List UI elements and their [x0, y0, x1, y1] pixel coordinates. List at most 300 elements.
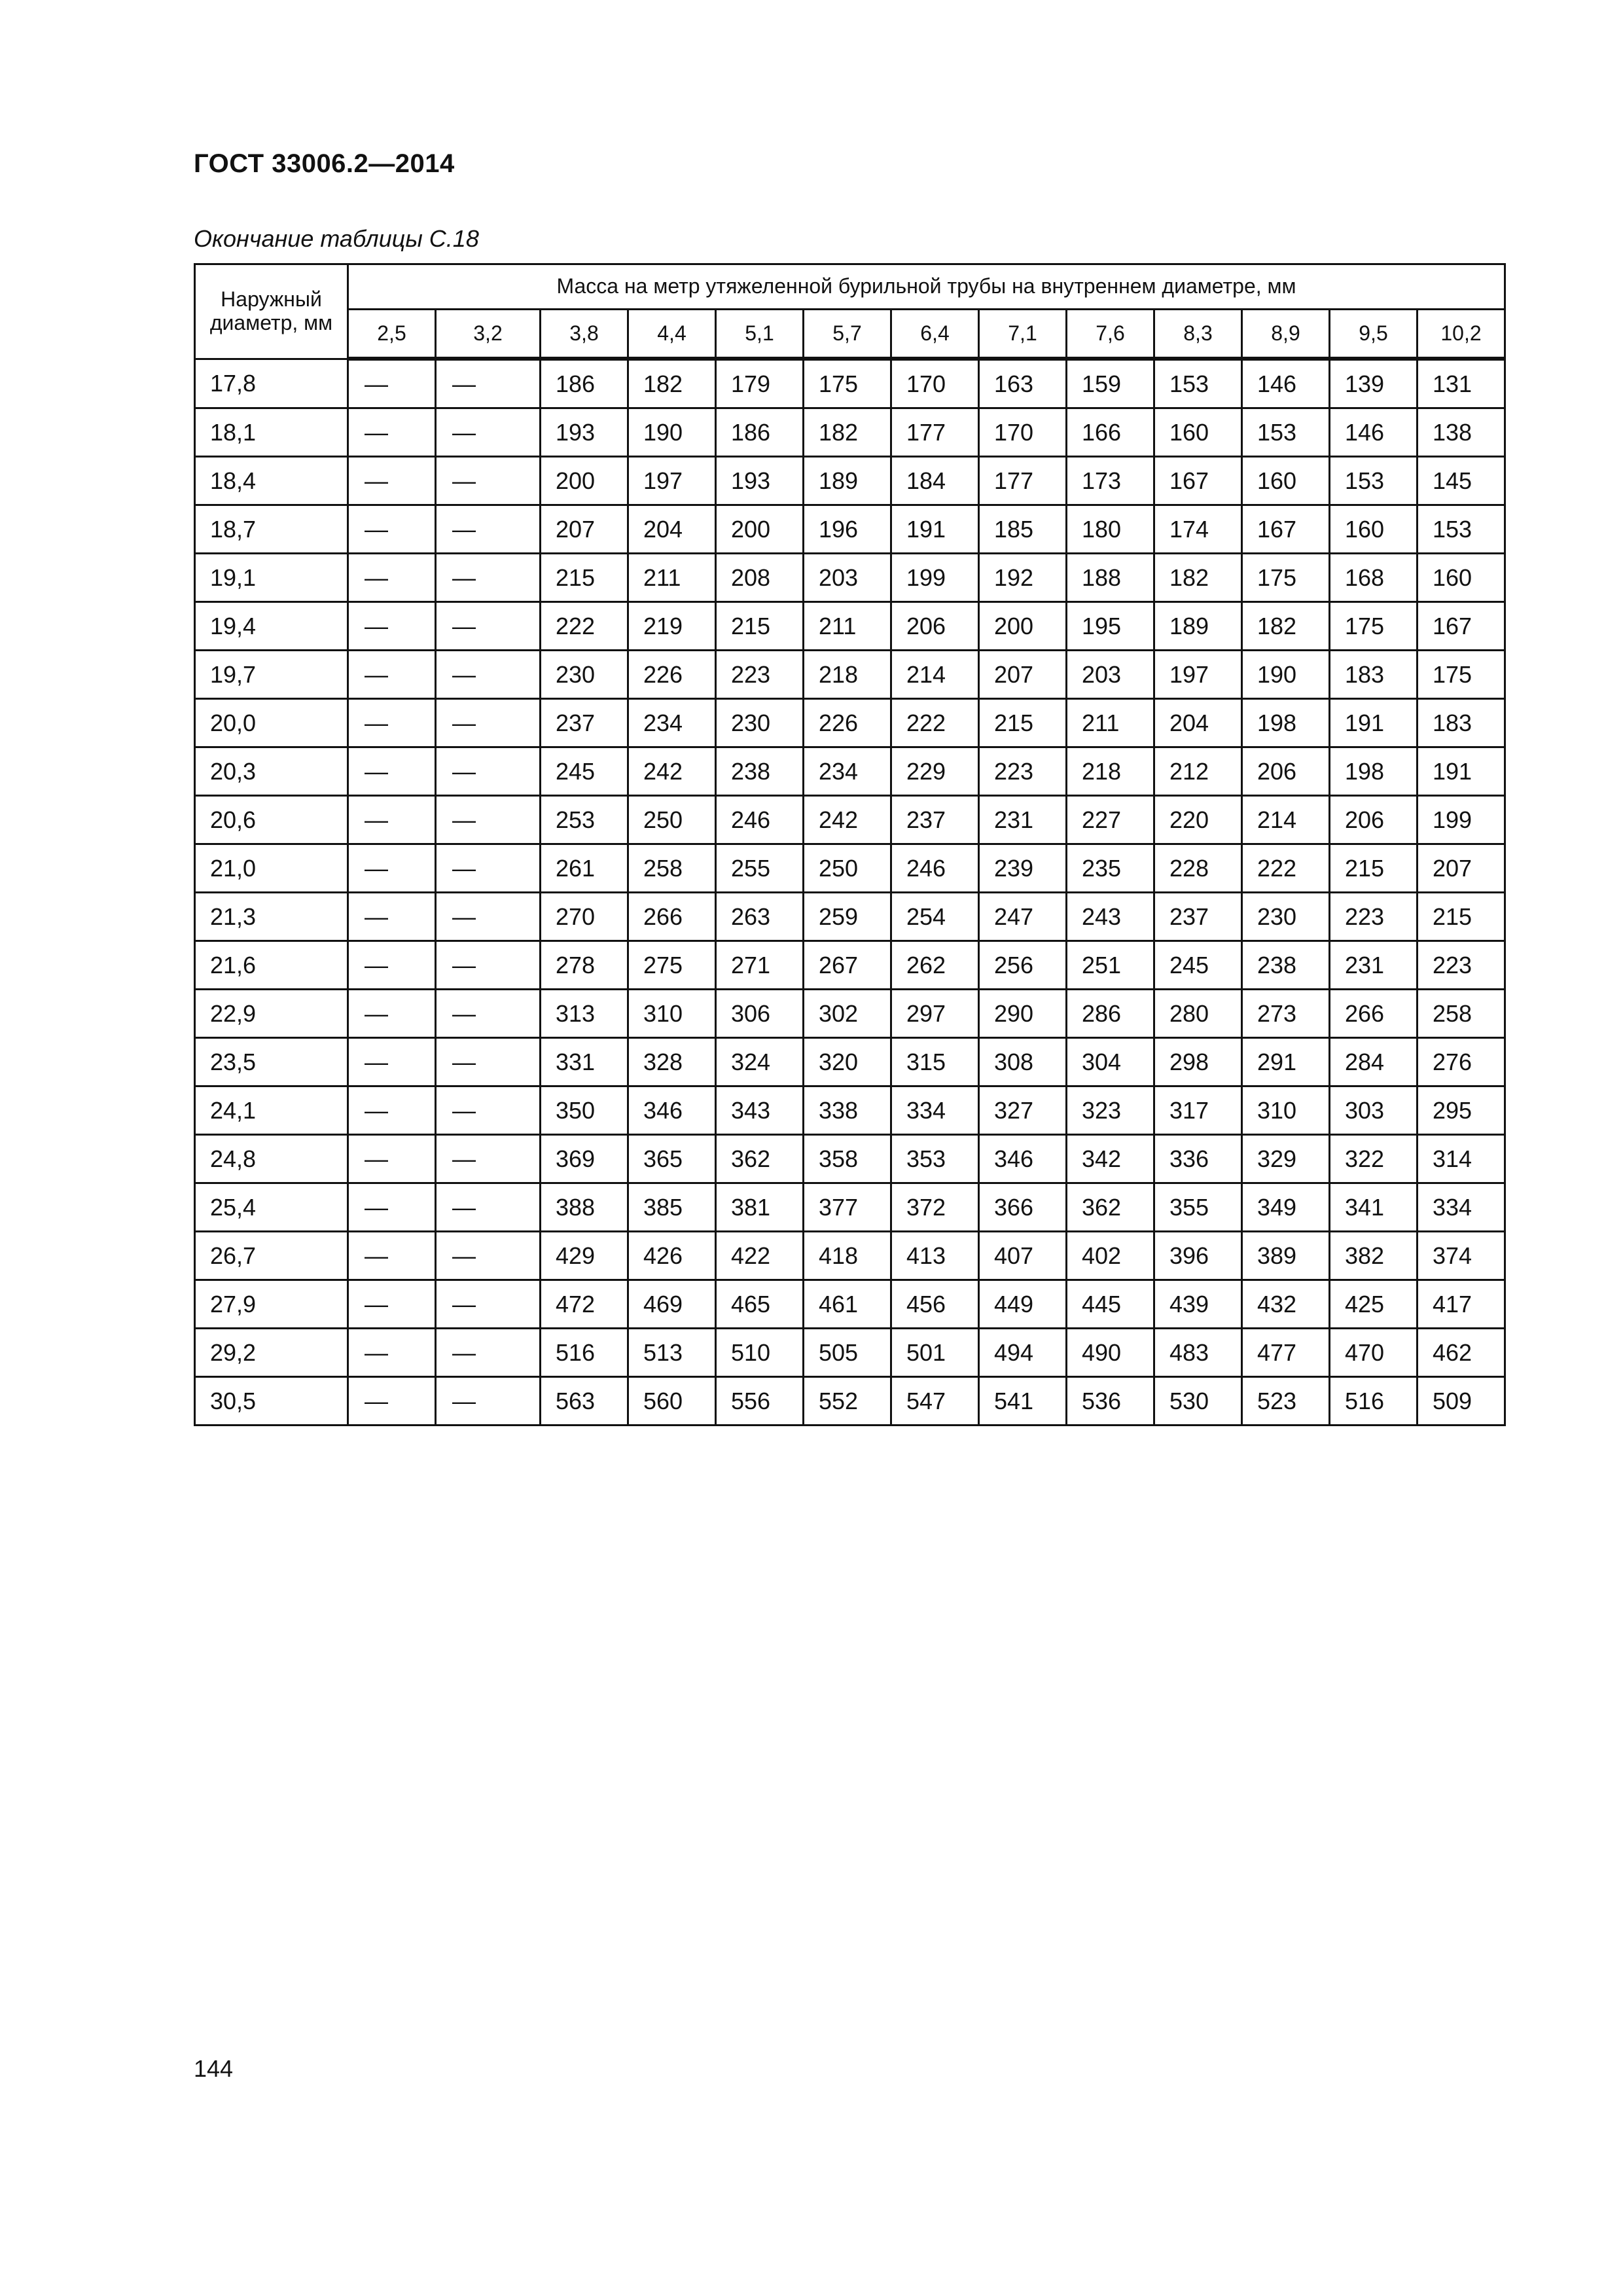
- mass-value-cell: —: [348, 747, 436, 796]
- mass-value-cell: 179: [716, 359, 804, 408]
- mass-value-cell: 328: [628, 1038, 716, 1086]
- mass-value-cell: 262: [891, 941, 979, 990]
- outer-diameter-cell: 17,8: [195, 359, 348, 408]
- mass-value-cell: —: [348, 651, 436, 699]
- mass-value-cell: 231: [1330, 941, 1418, 990]
- mass-value-cell: 304: [1067, 1038, 1154, 1086]
- mass-value-cell: —: [436, 747, 541, 796]
- mass-value-cell: 253: [541, 796, 628, 844]
- mass-value-cell: 196: [804, 505, 891, 554]
- mass-value-cell: 175: [1418, 651, 1505, 699]
- outer-diameter-cell: 21,6: [195, 941, 348, 990]
- table-row: [195, 941, 1505, 990]
- mass-value-cell: 342: [1067, 1135, 1154, 1183]
- mass-value-cell: 247: [979, 893, 1067, 941]
- mass-value-cell: 266: [628, 893, 716, 941]
- inner-diameter-header-row: [195, 310, 1505, 359]
- mass-value-cell: 226: [804, 699, 891, 747]
- mass-value-cell: 310: [628, 990, 716, 1038]
- mass-value-cell: 218: [1067, 747, 1154, 796]
- mass-value-cell: 168: [1330, 554, 1418, 602]
- mass-value-cell: 223: [716, 651, 804, 699]
- mass-value-cell: 199: [891, 554, 979, 602]
- mass-value-cell: 146: [1330, 408, 1418, 457]
- mass-value-cell: 211: [804, 602, 891, 651]
- mass-value-cell: 317: [1154, 1086, 1242, 1135]
- mass-value-cell: 353: [891, 1135, 979, 1183]
- mass-value-cell: 191: [1418, 747, 1505, 796]
- mass-value-cell: 212: [1154, 747, 1242, 796]
- table-row: [195, 554, 1505, 602]
- mass-value-cell: 170: [979, 408, 1067, 457]
- mass-value-cell: 214: [1242, 796, 1330, 844]
- mass-value-cell: 228: [1154, 844, 1242, 893]
- mass-value-cell: 552: [804, 1377, 891, 1426]
- mass-value-cell: 258: [628, 844, 716, 893]
- mass-value-cell: 239: [979, 844, 1067, 893]
- mass-value-cell: 320: [804, 1038, 891, 1086]
- mass-value-cell: —: [348, 359, 436, 408]
- mass-value-cell: 242: [804, 796, 891, 844]
- mass-value-cell: 192: [979, 554, 1067, 602]
- inner-diameter-header: 3,8: [541, 310, 628, 359]
- mass-value-cell: 175: [1242, 554, 1330, 602]
- mass-value-cell: 470: [1330, 1329, 1418, 1377]
- table-row: [195, 1377, 1505, 1426]
- mass-value-cell: 254: [891, 893, 979, 941]
- mass-value-cell: —: [348, 602, 436, 651]
- mass-value-cell: 207: [1418, 844, 1505, 893]
- mass-value-cell: 336: [1154, 1135, 1242, 1183]
- mass-value-cell: 469: [628, 1280, 716, 1329]
- inner-diameter-header: 2,5: [348, 310, 436, 359]
- mass-value-cell: —: [436, 796, 541, 844]
- mass-value-cell: 374: [1418, 1232, 1505, 1280]
- outer-diameter-cell: 26,7: [195, 1232, 348, 1280]
- mass-value-cell: 246: [891, 844, 979, 893]
- mass-value-cell: 501: [891, 1329, 979, 1377]
- mass-value-cell: —: [436, 505, 541, 554]
- mass-value-cell: 243: [1067, 893, 1154, 941]
- mass-value-cell: 284: [1330, 1038, 1418, 1086]
- mass-value-cell: —: [348, 457, 436, 505]
- document-standard-header: ГОСТ 33006.2—2014: [194, 149, 455, 178]
- mass-value-cell: 334: [1418, 1183, 1505, 1232]
- mass-value-cell: 207: [979, 651, 1067, 699]
- inner-diameter-header: 7,1: [979, 310, 1067, 359]
- mass-value-cell: 237: [891, 796, 979, 844]
- mass-value-cell: 298: [1154, 1038, 1242, 1086]
- mass-value-cell: 153: [1330, 457, 1418, 505]
- table-row: [195, 1038, 1505, 1086]
- mass-value-cell: 271: [716, 941, 804, 990]
- mass-value-cell: 160: [1418, 554, 1505, 602]
- inner-diameter-header: 5,1: [716, 310, 804, 359]
- mass-value-cell: 237: [1154, 893, 1242, 941]
- mass-value-cell: 131: [1418, 359, 1505, 408]
- mass-value-cell: 341: [1330, 1183, 1418, 1232]
- mass-value-cell: —: [436, 1232, 541, 1280]
- mass-value-cell: 259: [804, 893, 891, 941]
- mass-value-cell: 138: [1418, 408, 1505, 457]
- mass-value-cell: 425: [1330, 1280, 1418, 1329]
- mass-value-cell: 245: [541, 747, 628, 796]
- mass-value-cell: 234: [804, 747, 891, 796]
- mass-value-cell: 369: [541, 1135, 628, 1183]
- mass-value-cell: 510: [716, 1329, 804, 1377]
- mass-value-cell: 295: [1418, 1086, 1505, 1135]
- inner-diameter-header: 8,3: [1154, 310, 1242, 359]
- mass-value-cell: —: [436, 408, 541, 457]
- mass-value-cell: 234: [628, 699, 716, 747]
- mass-value-cell: 230: [1242, 893, 1330, 941]
- mass-value-cell: 308: [979, 1038, 1067, 1086]
- mass-value-cell: 204: [1154, 699, 1242, 747]
- mass-value-cell: 362: [1067, 1183, 1154, 1232]
- mass-value-cell: 472: [541, 1280, 628, 1329]
- mass-value-cell: 365: [628, 1135, 716, 1183]
- mass-value-cell: 290: [979, 990, 1067, 1038]
- outer-diameter-cell: 18,7: [195, 505, 348, 554]
- mass-value-cell: 139: [1330, 359, 1418, 408]
- outer-diameter-cell: 29,2: [195, 1329, 348, 1377]
- table-row: [195, 457, 1505, 505]
- mass-value-cell: 214: [891, 651, 979, 699]
- mass-value-cell: 229: [891, 747, 979, 796]
- mass-table: [194, 263, 1506, 1426]
- mass-value-cell: 366: [979, 1183, 1067, 1232]
- mass-value-cell: —: [348, 941, 436, 990]
- mass-value-cell: —: [436, 1135, 541, 1183]
- mass-value-cell: 303: [1330, 1086, 1418, 1135]
- mass-value-cell: —: [348, 990, 436, 1038]
- mass-value-cell: —: [436, 1086, 541, 1135]
- table-row: [195, 796, 1505, 844]
- mass-value-cell: 266: [1330, 990, 1418, 1038]
- mass-value-cell: 362: [716, 1135, 804, 1183]
- mass-value-cell: 407: [979, 1232, 1067, 1280]
- mass-value-cell: 388: [541, 1183, 628, 1232]
- mass-value-cell: 163: [979, 359, 1067, 408]
- mass-value-cell: 324: [716, 1038, 804, 1086]
- outer-diameter-cell: 24,1: [195, 1086, 348, 1135]
- mass-value-cell: 322: [1330, 1135, 1418, 1183]
- mass-value-cell: 200: [979, 602, 1067, 651]
- mass-value-cell: 182: [1154, 554, 1242, 602]
- mass-value-cell: 242: [628, 747, 716, 796]
- mass-value-cell: 207: [541, 505, 628, 554]
- mass-value-cell: 429: [541, 1232, 628, 1280]
- mass-value-cell: 190: [1242, 651, 1330, 699]
- mass-value-cell: 343: [716, 1086, 804, 1135]
- table-row: [195, 1183, 1505, 1232]
- mass-value-cell: 413: [891, 1232, 979, 1280]
- mass-value-cell: 235: [1067, 844, 1154, 893]
- mass-group-header: Масса на метр утяжеленной бурильной трубы на внутреннем диаметре, мм: [348, 264, 1505, 310]
- mass-value-cell: 198: [1330, 747, 1418, 796]
- table-row: [195, 359, 1505, 408]
- mass-value-cell: 270: [541, 893, 628, 941]
- mass-value-cell: 159: [1067, 359, 1154, 408]
- mass-value-cell: 389: [1242, 1232, 1330, 1280]
- mass-value-cell: 180: [1067, 505, 1154, 554]
- mass-value-cell: —: [348, 796, 436, 844]
- mass-value-cell: 245: [1154, 941, 1242, 990]
- mass-value-cell: 183: [1418, 699, 1505, 747]
- mass-value-cell: 346: [628, 1086, 716, 1135]
- table-row: [195, 1135, 1505, 1183]
- mass-value-cell: 302: [804, 990, 891, 1038]
- mass-value-cell: 505: [804, 1329, 891, 1377]
- mass-value-cell: 193: [716, 457, 804, 505]
- outer-diameter-cell: 27,9: [195, 1280, 348, 1329]
- mass-value-cell: 215: [1418, 893, 1505, 941]
- mass-value-cell: 190: [628, 408, 716, 457]
- mass-value-cell: 490: [1067, 1329, 1154, 1377]
- mass-value-cell: 334: [891, 1086, 979, 1135]
- mass-value-cell: 263: [716, 893, 804, 941]
- mass-value-cell: 331: [541, 1038, 628, 1086]
- mass-value-cell: 439: [1154, 1280, 1242, 1329]
- mass-value-cell: 547: [891, 1377, 979, 1426]
- table-row: [195, 408, 1505, 457]
- mass-value-cell: 206: [1330, 796, 1418, 844]
- mass-value-cell: 256: [979, 941, 1067, 990]
- mass-value-cell: 381: [716, 1183, 804, 1232]
- mass-value-cell: 483: [1154, 1329, 1242, 1377]
- mass-value-cell: 315: [891, 1038, 979, 1086]
- mass-value-cell: 349: [1242, 1183, 1330, 1232]
- inner-diameter-header: 10,2: [1418, 310, 1505, 359]
- table-row: [195, 602, 1505, 651]
- mass-value-cell: 211: [1067, 699, 1154, 747]
- table-row: [195, 1280, 1505, 1329]
- mass-value-cell: 153: [1154, 359, 1242, 408]
- table-row: [195, 1232, 1505, 1280]
- mass-value-cell: 183: [1330, 651, 1418, 699]
- mass-value-cell: 203: [804, 554, 891, 602]
- mass-value-cell: 160: [1330, 505, 1418, 554]
- mass-value-cell: 536: [1067, 1377, 1154, 1426]
- table-row: [195, 1329, 1505, 1377]
- mass-value-cell: 204: [628, 505, 716, 554]
- mass-value-cell: 167: [1418, 602, 1505, 651]
- mass-value-cell: 513: [628, 1329, 716, 1377]
- mass-value-cell: 160: [1242, 457, 1330, 505]
- mass-value-cell: 449: [979, 1280, 1067, 1329]
- mass-value-cell: 456: [891, 1280, 979, 1329]
- outer-diameter-cell: 25,4: [195, 1183, 348, 1232]
- mass-value-cell: 251: [1067, 941, 1154, 990]
- mass-value-cell: —: [348, 1377, 436, 1426]
- mass-value-cell: 346: [979, 1135, 1067, 1183]
- mass-value-cell: 185: [979, 505, 1067, 554]
- outer-diameter-cell: 20,6: [195, 796, 348, 844]
- page-number: 144: [194, 2055, 234, 2082]
- mass-value-cell: —: [348, 1086, 436, 1135]
- mass-value-cell: 426: [628, 1232, 716, 1280]
- mass-value-cell: —: [436, 893, 541, 941]
- mass-value-cell: 250: [628, 796, 716, 844]
- mass-value-cell: —: [436, 359, 541, 408]
- mass-value-cell: 563: [541, 1377, 628, 1426]
- outer-diameter-cell: 24,8: [195, 1135, 348, 1183]
- mass-value-cell: 310: [1242, 1086, 1330, 1135]
- mass-value-cell: 167: [1154, 457, 1242, 505]
- mass-value-cell: 329: [1242, 1135, 1330, 1183]
- mass-value-cell: 197: [628, 457, 716, 505]
- inner-diameter-header: 7,6: [1067, 310, 1154, 359]
- mass-value-cell: 258: [1418, 990, 1505, 1038]
- mass-value-cell: —: [348, 1183, 436, 1232]
- mass-value-cell: 385: [628, 1183, 716, 1232]
- mass-value-cell: 175: [1330, 602, 1418, 651]
- mass-value-cell: —: [348, 844, 436, 893]
- mass-value-cell: 238: [1242, 941, 1330, 990]
- mass-value-cell: —: [348, 554, 436, 602]
- mass-value-cell: 313: [541, 990, 628, 1038]
- mass-value-cell: 146: [1242, 359, 1330, 408]
- mass-value-cell: —: [436, 457, 541, 505]
- mass-value-cell: 246: [716, 796, 804, 844]
- table-row: [195, 1086, 1505, 1135]
- mass-value-cell: 350: [541, 1086, 628, 1135]
- mass-value-cell: 291: [1242, 1038, 1330, 1086]
- mass-value-cell: 355: [1154, 1183, 1242, 1232]
- mass-value-cell: 222: [541, 602, 628, 651]
- mass-value-cell: 197: [1154, 651, 1242, 699]
- mass-value-cell: 189: [804, 457, 891, 505]
- mass-value-cell: —: [348, 408, 436, 457]
- mass-value-cell: 174: [1154, 505, 1242, 554]
- table-row: [195, 505, 1505, 554]
- outer-diameter-cell: 21,3: [195, 893, 348, 941]
- table-caption: Окончание таблицы С.18: [194, 225, 479, 252]
- table-row: [195, 844, 1505, 893]
- mass-value-cell: 465: [716, 1280, 804, 1329]
- mass-value-cell: 238: [716, 747, 804, 796]
- mass-value-cell: 273: [1242, 990, 1330, 1038]
- mass-value-cell: 211: [628, 554, 716, 602]
- mass-value-cell: 191: [1330, 699, 1418, 747]
- mass-value-cell: 182: [804, 408, 891, 457]
- mass-value-cell: 509: [1418, 1377, 1505, 1426]
- mass-value-cell: 177: [891, 408, 979, 457]
- mass-value-cell: 560: [628, 1377, 716, 1426]
- outer-diameter-cell: 19,7: [195, 651, 348, 699]
- mass-value-cell: 418: [804, 1232, 891, 1280]
- mass-value-cell: 261: [541, 844, 628, 893]
- mass-value-cell: 200: [541, 457, 628, 505]
- mass-value-cell: 198: [1242, 699, 1330, 747]
- table-row: [195, 747, 1505, 796]
- mass-value-cell: 186: [716, 408, 804, 457]
- mass-value-cell: 280: [1154, 990, 1242, 1038]
- mass-value-cell: 222: [891, 699, 979, 747]
- mass-value-cell: 160: [1154, 408, 1242, 457]
- mass-value-cell: 377: [804, 1183, 891, 1232]
- mass-value-cell: 417: [1418, 1280, 1505, 1329]
- mass-value-cell: 445: [1067, 1280, 1154, 1329]
- mass-value-cell: 219: [628, 602, 716, 651]
- mass-value-cell: 306: [716, 990, 804, 1038]
- mass-value-cell: —: [436, 990, 541, 1038]
- mass-value-cell: 396: [1154, 1232, 1242, 1280]
- mass-value-cell: 230: [716, 699, 804, 747]
- mass-value-cell: 177: [979, 457, 1067, 505]
- table-row: [195, 651, 1505, 699]
- table-row: [195, 699, 1505, 747]
- mass-value-cell: —: [348, 1135, 436, 1183]
- mass-value-cell: 170: [891, 359, 979, 408]
- mass-value-cell: 530: [1154, 1377, 1242, 1426]
- mass-value-cell: 372: [891, 1183, 979, 1232]
- table-row: [195, 990, 1505, 1038]
- outer-diameter-cell: 30,5: [195, 1377, 348, 1426]
- mass-value-cell: 200: [716, 505, 804, 554]
- mass-value-cell: 189: [1154, 602, 1242, 651]
- mass-value-cell: 227: [1067, 796, 1154, 844]
- mass-value-cell: 218: [804, 651, 891, 699]
- outer-diameter-cell: 23,5: [195, 1038, 348, 1086]
- mass-value-cell: 193: [541, 408, 628, 457]
- mass-value-cell: 494: [979, 1329, 1067, 1377]
- mass-value-cell: 175: [804, 359, 891, 408]
- mass-value-cell: 402: [1067, 1232, 1154, 1280]
- mass-value-cell: 297: [891, 990, 979, 1038]
- outer-diameter-cell: 20,0: [195, 699, 348, 747]
- inner-diameter-header: 5,7: [804, 310, 891, 359]
- mass-value-cell: 145: [1418, 457, 1505, 505]
- mass-value-cell: 422: [716, 1232, 804, 1280]
- mass-value-cell: 199: [1418, 796, 1505, 844]
- mass-value-cell: 186: [541, 359, 628, 408]
- mass-value-cell: 173: [1067, 457, 1154, 505]
- mass-value-cell: 203: [1067, 651, 1154, 699]
- mass-value-cell: 541: [979, 1377, 1067, 1426]
- mass-value-cell: 206: [891, 602, 979, 651]
- mass-value-cell: —: [348, 1232, 436, 1280]
- mass-value-cell: 516: [1330, 1377, 1418, 1426]
- mass-value-cell: 215: [979, 699, 1067, 747]
- mass-value-cell: 338: [804, 1086, 891, 1135]
- mass-value-cell: 314: [1418, 1135, 1505, 1183]
- mass-value-cell: 206: [1242, 747, 1330, 796]
- table-body: [195, 359, 1505, 1426]
- mass-value-cell: —: [348, 699, 436, 747]
- mass-value-cell: 215: [541, 554, 628, 602]
- mass-value-cell: —: [348, 1038, 436, 1086]
- mass-value-cell: —: [436, 1377, 541, 1426]
- outer-diameter-cell: 22,9: [195, 990, 348, 1038]
- outer-diameter-cell: 21,0: [195, 844, 348, 893]
- outer-diameter-cell: 20,3: [195, 747, 348, 796]
- mass-value-cell: 237: [541, 699, 628, 747]
- mass-value-cell: 215: [716, 602, 804, 651]
- inner-diameter-header: 6,4: [891, 310, 979, 359]
- inner-diameter-header: 3,2: [436, 310, 541, 359]
- mass-value-cell: 223: [1418, 941, 1505, 990]
- mass-value-cell: 278: [541, 941, 628, 990]
- table-header: [195, 264, 1505, 359]
- mass-value-cell: 250: [804, 844, 891, 893]
- mass-value-cell: 358: [804, 1135, 891, 1183]
- mass-value-cell: —: [436, 1329, 541, 1377]
- mass-value-cell: 323: [1067, 1086, 1154, 1135]
- mass-value-cell: 153: [1418, 505, 1505, 554]
- mass-value-cell: 226: [628, 651, 716, 699]
- table-row: [195, 893, 1505, 941]
